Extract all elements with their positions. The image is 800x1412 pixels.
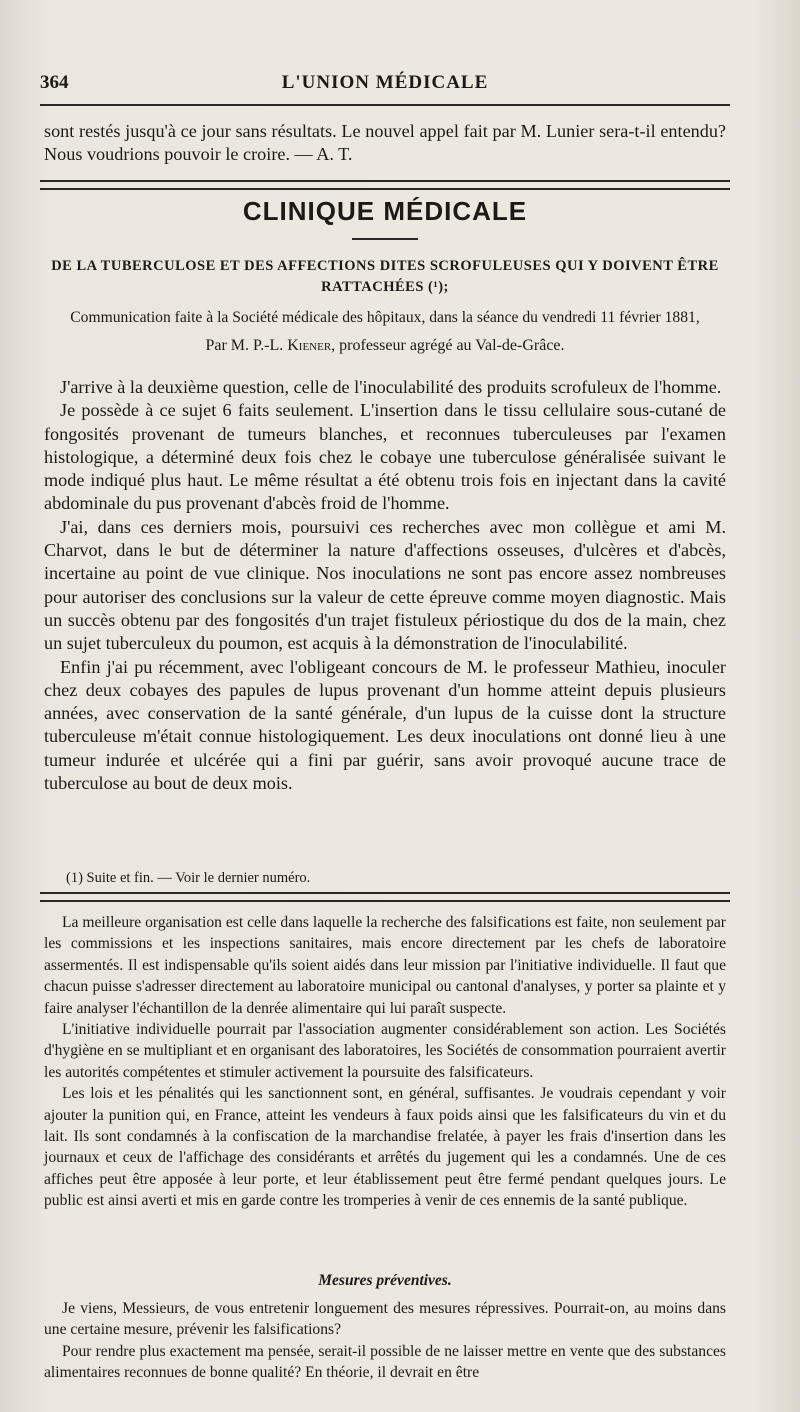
running-title: L'UNION MÉDICALE <box>281 72 489 93</box>
lower-body <box>44 912 726 1212</box>
article-paragraph: Enfin j'ai pu récemment, avec l'obligeant concours de M. le professeur Mathieu, inoculer chez deux cobayes des papules de lupus provenant d'un homme atteint depuis plusieurs années, avec conservation de la santé générale, d'un lupus de la cuisse dont la structure tuberculeuse m'était connue histologiquement. Les deux inoculations ont donné lieu à une tumeur indurée et ulcérée qui a fini par guérir, sans avoir provoqué aucune trace de tuberculose au bout de deux mois. <box>44 656 726 794</box>
author-prefix: Par M. P.-L. <box>205 337 284 354</box>
article-heading-line2: RATTACHÉES (¹); <box>321 279 449 295</box>
lower-paragraph: Les lois et les pénalités qui les sanctionnent sont, en général, suffisantes. Je voudrais cependant y voir ajouter la punition qui, en France, atteint les vendeurs à faux poids ainsi que les falsificateurs du vin et du lait. Ils sont condamnés à la confiscation de la marchandise frelatée, à payer les frais d'insertion dans les journaux et ceux de l'affichage des considérants et arrêtés du jugement qui les a condamnés. Une de ces affiches peut être apposée à leur porte, et leur établissement peut être fermé pendant quelques jours. Le public est ainsi averti et mis en garde contre les tromperies à venir de ces ennemis de la santé publique. <box>44 1085 726 1210</box>
title-underline <box>352 238 418 240</box>
article-heading <box>40 256 730 298</box>
article-heading-line1: DE LA TUBERCULOSE ET DES AFFECTIONS DITES SCROFULEUSES QUI Y DOIVENT ÊTRE <box>51 258 719 274</box>
article-body <box>44 376 726 795</box>
lower-body-continued <box>44 1298 726 1384</box>
subheading: Mesures préventives. <box>318 1272 452 1289</box>
communication-line: Communication faite à la Société médicale des hôpitaux, dans la séance du vendredi 11 février 1881, <box>70 309 700 326</box>
footnote: (1) Suite et fin. — Voir le dernier numéro. <box>66 870 311 886</box>
header-rule <box>40 104 730 106</box>
section-divider <box>40 180 730 190</box>
intro-text: sont restés jusqu'à ce jour sans résultats. Le nouvel appel fait par M. Lunier sera-t-il entendu? Nous voudrions pouvoir le croire. — A. T. <box>44 121 726 165</box>
author-name: Kiener <box>287 337 332 354</box>
section-title: CLINIQUE MÉDICALE <box>242 196 528 226</box>
intro-block <box>44 120 726 167</box>
lower-paragraph: L'initiative individuelle pourrait par l'association augmenter considérablement son action. Les Sociétés d'hygiène en se multipliant et en organisant des laboratoires, les Sociétés de consommation pourraient avertir les autorités compétentes et stimuler activement la poursuite des falsificateurs. <box>44 1021 726 1081</box>
author-suffix: , professeur agrégé au Val-de-Grâce. <box>331 337 565 354</box>
page-header <box>40 72 730 102</box>
article-paragraph: J'ai, dans ces derniers mois, poursuivi ces recherches avec mon collègue et ami M. Charvot, dans le but de déterminer la nature d'affections osseuses, d'ulcères et d'abcès, incertaine au point de vue clinique. Nos inoculations ne sont pas encore assez nombreuses pour autoriser des conclusions sur la valeur de cette épreuve comme moyen diagnostic. Mais un succès obtenu par des fongosités d'un trajet fistuleux périostique du dos de la main, chez un sujet tuberculeux du poumon, est acquis à la démonstration de l'inoculabilité. <box>44 516 726 654</box>
lower-paragraph: Je viens, Messieurs, de vous entretenir longuement des mesures répressives. Pourrait-on, au moins dans une certaine mesure, prévenir les falsifications? <box>44 1300 726 1339</box>
article-paragraph: J'arrive à la deuxième question, celle de l'inoculabilité des produits scrofuleux de l'homme. <box>60 377 722 397</box>
lower-paragraph: La meilleure organisation est celle dans laquelle la recherche des falsifications est faite, non seulement par les commissions et les inspections sanitaires, mais encore directement par les chefs de laboratoire assermentés. Il est indispensable qu'ils soient aidés dans leur mission par l'initiative individuelle. Il faut que chacun puisse s'adresser directement au laboratoire municipal ou cantonal d'analyses, y porter sa plainte et y faire analyser l'échantillon de la denrée alimentaire qui lui paraît suspecte. <box>44 914 726 1017</box>
author-line <box>40 336 730 356</box>
article-paragraph: Je possède à ce sujet 6 faits seulement. L'insertion dans le tissu cellulaire sous-cutané de fongosités provenant de tumeurs blanches, et reconnues tuberculeuses par l'examen histologique, a déterminé deux fois chez le cobaye une tuberculose généralisée suivant le mode indiqué plus haut. Le même résultat a été obtenu trois fois en injectant dans la cavité abdominale du pus provenant d'abcès froid de l'homme. <box>44 400 726 514</box>
lower-divider <box>40 892 730 902</box>
page-number: 364 <box>40 72 69 93</box>
lower-paragraph: Pour rendre plus exactement ma pensée, serait-il possible de ne laisser mettre en vente que des substances alimentaires reconnues de bonne qualité? En théorie, il devrait en être <box>44 1342 726 1382</box>
